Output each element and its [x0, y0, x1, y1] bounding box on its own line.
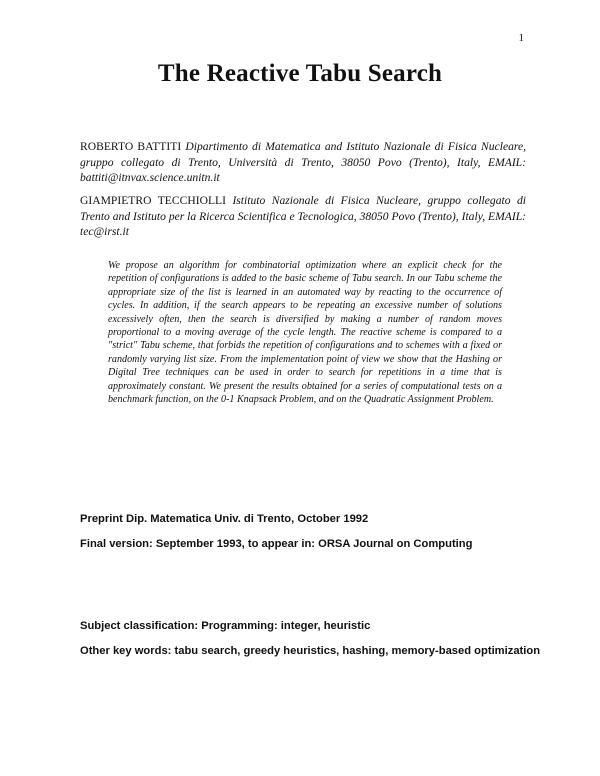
author-affiliation: Dipartimento di Matematica and Istituto Nazionale di Fisica Nucleare, gruppo collegato di Trento, Università di Trento, 38050 Povo (Trento), Italy, EMAIL: battiti@itnvax.science.unitn.it [80, 140, 527, 184]
paper-title: The Reactive Tabu Search [157, 60, 443, 87]
subject-classification: Subject classification: Programming: integer, heuristic [80, 620, 371, 632]
author-name: GIAMPIETRO TECCHIOLLI [80, 194, 226, 207]
final-version-note: Final version: September 1993, to appear in: ORSA Journal on Computing [80, 538, 473, 550]
author-name: ROBERTO BATTITI [80, 140, 182, 153]
author-affiliation: Istituto Nazionale di Fisica Nucleare, gruppo collegato di Trento and Istituto per la Ricerca Scientifica e Tecnologica, 38050 Povo (Trento), Italy, EMAIL: tec@irst.it [80, 194, 526, 238]
author-block [80, 139, 526, 186]
preprint-note: Preprint Dip. Matematica Univ. di Trento, October 1992 [80, 513, 369, 525]
key-words: Other key words: tabu search, greedy heuristics, hashing, memory-based optimization [80, 645, 541, 657]
author-block [80, 193, 526, 240]
abstract: We propose an algorithm for combinatorial optimization where an explicit check for the repetition of configurations is added to the basic scheme of Tabu search. In our Tabu scheme the appropriate size of the list is learned in an automated way by reacting to the occurrence of cycles. In addition, if the search appears to be repeating an excessive number of solutions excessively often, then the search is diversified by making a number of random moves proportional to a moving average of the cycle length. The reactive scheme is compared to a "strict" Tabu scheme, that forbids the repetition of configurations and to schemes with a fixed or randomly varying list size. From the implementation point of view we show that the Hashing or Digital Tree techniques can be used in order to search for repetitions in a time that is approximately constant. We present the results obtained for a series of computational tests on a benchmark function, on the 0-1 Knapsack Problem, and on the Quadratic Assignment Problem. [108, 260, 502, 406]
page-number: 1 [518, 32, 524, 44]
